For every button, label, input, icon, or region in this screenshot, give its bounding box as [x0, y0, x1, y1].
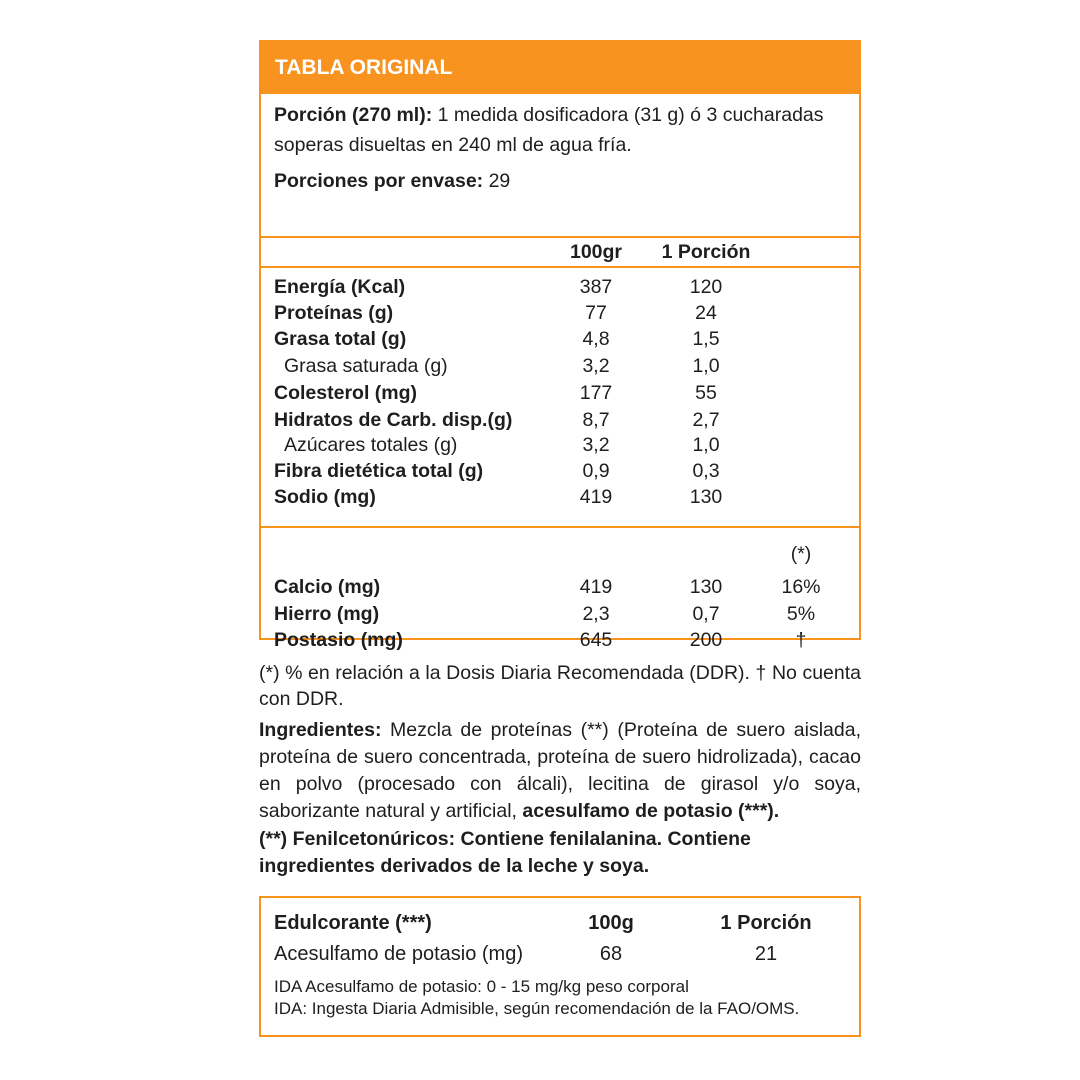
nutrient-row [261, 326, 859, 352]
nutrient-value-100: 3,2 [582, 355, 610, 377]
ida-note: IDA Acesulfamo de potasio: 0 - 15 mg/kg peso corporal [274, 977, 689, 996]
nutrient-row [261, 353, 859, 379]
nutrient-value-portion: 1,0 [692, 355, 720, 377]
nutrient-value-portion: 1,5 [692, 328, 720, 350]
nutrient-label: Fibra dietética total (g) [274, 460, 484, 482]
nutrient-row [261, 458, 859, 484]
nutrient-value-portion: 2,7 [692, 409, 720, 431]
ida-definition: IDA: Ingesta Diaria Admisible, según recomendación de la FAO/OMS. [274, 999, 800, 1018]
nutrient-value-100: 4,8 [582, 328, 610, 350]
sweetener-label: Acesulfamo de potasio (mg) [274, 943, 524, 965]
column-headers [261, 238, 859, 268]
nutrient-value-100: 8,7 [582, 409, 610, 431]
nutrition-table [259, 40, 861, 651]
serving-size-text: 1 medida dosificadora (31 g) ó 3 cucharadas [432, 104, 824, 126]
nutrient-value-100: 419 [579, 486, 613, 508]
mineral-value-portion: 200 [689, 629, 723, 651]
mineral-value-portion: 130 [689, 576, 723, 598]
mineral-rows [261, 528, 859, 651]
nutrient-value-portion: 0,3 [692, 460, 720, 482]
serving-size-label: Porción (270 ml): [274, 104, 433, 126]
nutrient-label: Proteínas (g) [274, 302, 394, 324]
nutrient-value-100: 77 [585, 302, 607, 324]
servings-per-container-value: 29 [483, 170, 511, 192]
nutrient-rows [261, 268, 859, 528]
nutrient-row [261, 484, 859, 510]
nutrient-value-portion: 24 [695, 302, 717, 324]
nutrient-value-100: 0,9 [582, 460, 610, 482]
ddr-column-header: (*) [790, 543, 812, 565]
serving-size [274, 100, 859, 160]
nutrient-label: Azúcares totales (g) [284, 434, 458, 456]
sweetener-header-100g: 100g [588, 912, 634, 934]
mineral-value-portion: 0,7 [692, 603, 720, 625]
ingredients-sweetener: acesulfamo de potasio (***). [522, 800, 780, 822]
table-title: TABLA ORIGINAL [261, 42, 859, 94]
mineral-label: Hierro (mg) [274, 603, 380, 625]
mineral-row [261, 574, 859, 600]
nutrient-label: Energía (Kcal) [274, 276, 406, 298]
column-header-portion: 1 Porción [661, 241, 751, 263]
mineral-value-ddr: † [795, 629, 807, 651]
mineral-value-100: 419 [579, 576, 613, 598]
ddr-footnote: (*) % en relación a la Dosis Diaria Recomendada (DDR). † No cuenta con DDR. [259, 662, 861, 710]
nutrient-value-portion: 120 [689, 276, 723, 298]
nutrient-value-portion: 130 [689, 486, 723, 508]
servings-per-container-label: Porciones por envase: [274, 170, 484, 192]
mineral-value-100: 645 [579, 629, 613, 651]
sweetener-row [261, 941, 859, 967]
nutrient-value-100: 387 [579, 276, 613, 298]
nutrient-value-portion: 1,0 [692, 434, 720, 456]
nutrient-label: Sodio (mg) [274, 486, 376, 508]
nutrient-value-100: 177 [579, 382, 613, 404]
allergen-warning: (**) Fenilcetonúricos: Contiene fenilalanina. Contiene ingredientes derivados de la leche y soya. [259, 828, 751, 877]
ingredients-label: Ingredientes: [259, 719, 382, 741]
mineral-row [261, 627, 859, 653]
mineral-row [261, 601, 859, 627]
nutrient-label: Grasa total (g) [274, 328, 407, 350]
nutrient-label: Grasa saturada (g) [284, 355, 448, 377]
column-header-100gr: 100gr [569, 241, 623, 263]
sweetener-value-portion: 21 [754, 943, 778, 965]
nutrient-row [261, 300, 859, 326]
mineral-value-ddr: 16% [781, 576, 821, 598]
serving-info [261, 94, 859, 238]
ingredients-text [259, 717, 861, 825]
mineral-label: Calcio (mg) [274, 576, 381, 598]
serving-size-text-2: soperas disueltas en 240 ml de agua fría. [274, 134, 632, 156]
sweetener-header-label: Edulcorante (***) [274, 912, 432, 934]
ingredients-list: Mezcla de proteínas (**) (Proteína de suero aislada, proteína de suero concentrada, proteína de suero hidrolizada), cacao en polvo (procesado con álcali), lecitina de girasol y/o soya, saborizante natural y artificial, [259, 719, 861, 822]
sweetener-value-100g: 68 [599, 943, 623, 965]
mineral-value-100: 2,3 [582, 603, 610, 625]
ddr-header-row [261, 541, 859, 567]
nutrient-row [261, 432, 859, 458]
mineral-value-ddr: 5% [786, 603, 816, 625]
nutrient-value-100: 3,2 [582, 434, 610, 456]
sweetener-header-row [261, 910, 859, 936]
sweetener-table [259, 896, 861, 1037]
nutrient-label: Hidratos de Carb. disp.(g) [274, 409, 513, 431]
nutrient-row [261, 274, 859, 300]
mineral-label: Postasio (mg) [274, 629, 403, 651]
nutrient-row [261, 380, 859, 406]
servings-per-container [274, 166, 859, 196]
nutrient-value-portion: 55 [695, 382, 717, 404]
nutrient-row [261, 407, 859, 433]
nutrient-label: Colesterol (mg) [274, 382, 418, 404]
sweetener-header-portion: 1 Porción [720, 912, 812, 934]
